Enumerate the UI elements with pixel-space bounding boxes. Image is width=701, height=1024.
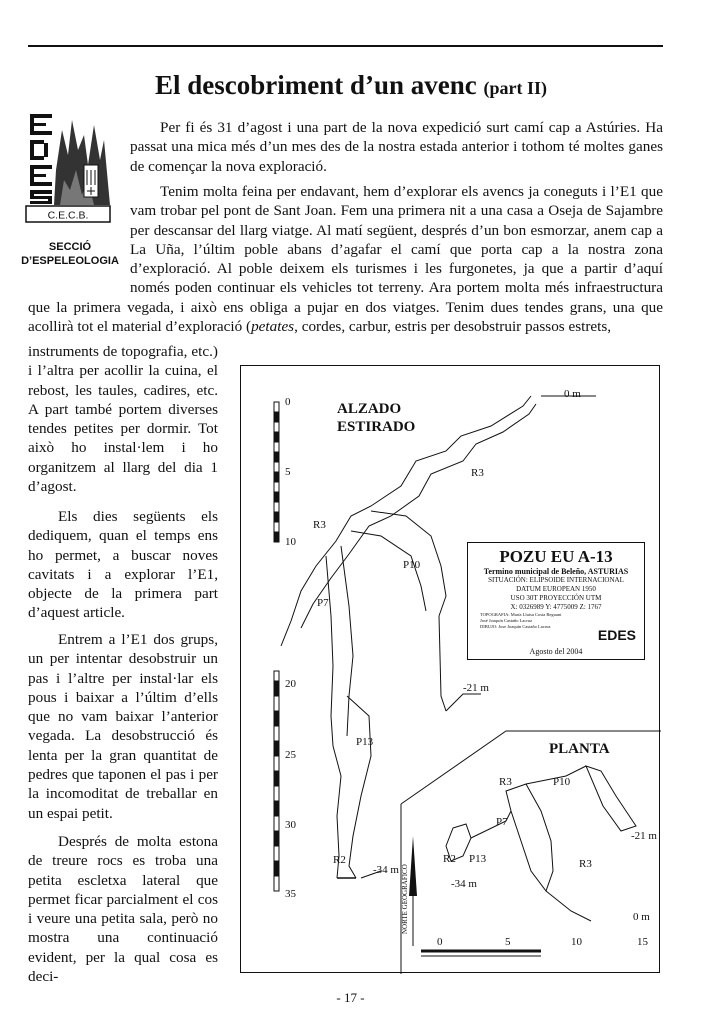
- plan-r3-b: R3: [579, 858, 592, 870]
- scale-v-5: 5: [285, 466, 291, 478]
- paragraph-4: Entrem a l’E1 dos grups, un per intentar desobstruir un pas i l’altre per instal·lar els pous i baixar a l’últim d’ells que no vam baixar l’anterior vegada. La desobstrucció és lenta per la gran quantitat de pedres que taponen el pas i per la incomoditat de treballar en un espai petit.: [28, 631, 218, 822]
- edes-brand: EDES: [597, 627, 636, 643]
- elev-p7: P7: [317, 597, 329, 609]
- elev-p13: P13: [356, 736, 374, 748]
- alzado-heading: ALZADO ESTIRADO: [337, 401, 416, 435]
- scale-h-10: 10: [571, 936, 582, 948]
- survey-info-box: POZU EU A-13 Termino municipal de Beleño, ASTURIAS SITUACIÓN: ELIPSOIDE INTERNACIONAL DATUM EUROPEAN 1950 USO 30T PROYECCIÓN UTM X: 0326989 Y: 4775009 Z: 1767 TOPOGRAFIA: María Lluisa Costa Reguant José Joaquín Castaño Lacruz DIBUJO: Jose Joaquín Castaño Lacruz EDES Agosto del 2004: [467, 542, 645, 660]
- elev-minus-34: -34 m: [373, 864, 399, 876]
- elev-r3-b: R3: [313, 519, 326, 531]
- paragraph-5: Després de molta estona de treure rocs es troba una petita escletxa lateral que permet ficar parcialment el cos i veure una petita sala, però no mostra una continuació evident, per la qual cosa es deci-: [28, 833, 218, 986]
- scale-v-35: 35: [285, 888, 296, 900]
- scale-h-15: 15: [637, 936, 648, 948]
- paragraph-3: Els dies següents els dediquem, quan el temps ens ho permet, a buscar noves cavitats i a explorar l’E1, objecte de la primera part d’aquest article.: [28, 508, 218, 622]
- scale-v-20: 20: [285, 678, 296, 690]
- scale-h-5: 5: [505, 936, 511, 948]
- page-title: [155, 70, 547, 101]
- plan-p7: P7: [496, 816, 508, 828]
- cave-name: POZU EU A-13: [499, 547, 613, 566]
- elev-p10: P10: [403, 559, 421, 571]
- elev-0m: 0 m: [564, 388, 581, 400]
- plan-p13: P13: [469, 853, 487, 865]
- survey-date: Agosto del 2004: [529, 647, 583, 656]
- plan-minus-34: -34 m: [451, 878, 477, 890]
- elev-r3-a: R3: [471, 467, 484, 479]
- scale-v-10: 10: [285, 536, 296, 548]
- scale-v-25: 25: [285, 749, 296, 761]
- section-label-line-2: D’ESPELEOLOGIA: [21, 255, 119, 267]
- plan-r2: R2: [443, 853, 456, 865]
- page-number: - 17 -: [336, 990, 365, 1005]
- title-text: El descobriment d’un avenc: [155, 70, 477, 100]
- paragraph-2: Tenim molta feina per endavant, hem d’explorar els avencs ja coneguts i l’E1 que vam trobar pel pont de Sant Joan. Fem una primera nit a una casa a Oseja de Sajambre per descansar del llarg viatge. Al matí següent, després d’un bon esmorzar, anem cap a La Uña, l’últim poble abans d’agafar el camí que porta cap a la nostra zona d’exploració. Al poble deixem els turismes i les furgonetes, ja que a partir d’aquí només poden continuar els vehicles tot terreny. Ara portem molta més infraestructura que la primera vegada, i això ens obliga a pujar en dos viatges. Tenim dues tendes grans, una que acollirà tot el material d’exploració (petates, cordes, carbur, estris per desobstruir passos estrets,: [28, 183, 663, 336]
- scale-v-0: 0: [285, 396, 291, 408]
- elev-r2: R2: [333, 854, 346, 866]
- cave-location: Termino municipal de Beleño, ASTURIAS: [483, 567, 629, 576]
- planta-heading: PLANTA: [549, 741, 610, 757]
- paragraph-2-continued: instruments de topografia, etc.) i l’altra per acollir la cuina, el rebost, les taules, cadires, etc. A part també portem diverses tendes petites per dormir. Tot això ho instal·lem i ho organitzem al llarg del dia 1 d’agost.: [28, 343, 218, 496]
- north-label: NORTE GEOGRAFICO: [401, 864, 409, 934]
- svg-text:C.E.C.B.: C.E.C.B.: [47, 209, 89, 222]
- paragraph-1: Per fi és 31 d’agost i una part de la nova expedició surt camí cap a Astúries. Ha passat una mica més d’un mes des de la nostra estada anterior i tothom té moltes ganes de començar la nova exploració.: [130, 119, 663, 175]
- plan-0m: 0 m: [633, 911, 650, 923]
- plan-r3: R3: [499, 776, 512, 788]
- scale-h-0: 0: [437, 936, 443, 948]
- elev-minus-21: -21 m: [463, 682, 489, 694]
- plan-minus-21: -21 m: [631, 830, 657, 842]
- plan-p10: P10: [553, 776, 571, 788]
- title-part: (part II): [483, 78, 548, 98]
- top-rule: [28, 45, 663, 47]
- scale-v-30: 30: [285, 819, 296, 831]
- cave-survey-map: [240, 365, 660, 973]
- section-label-line-1: SECCIÓ: [48, 241, 92, 253]
